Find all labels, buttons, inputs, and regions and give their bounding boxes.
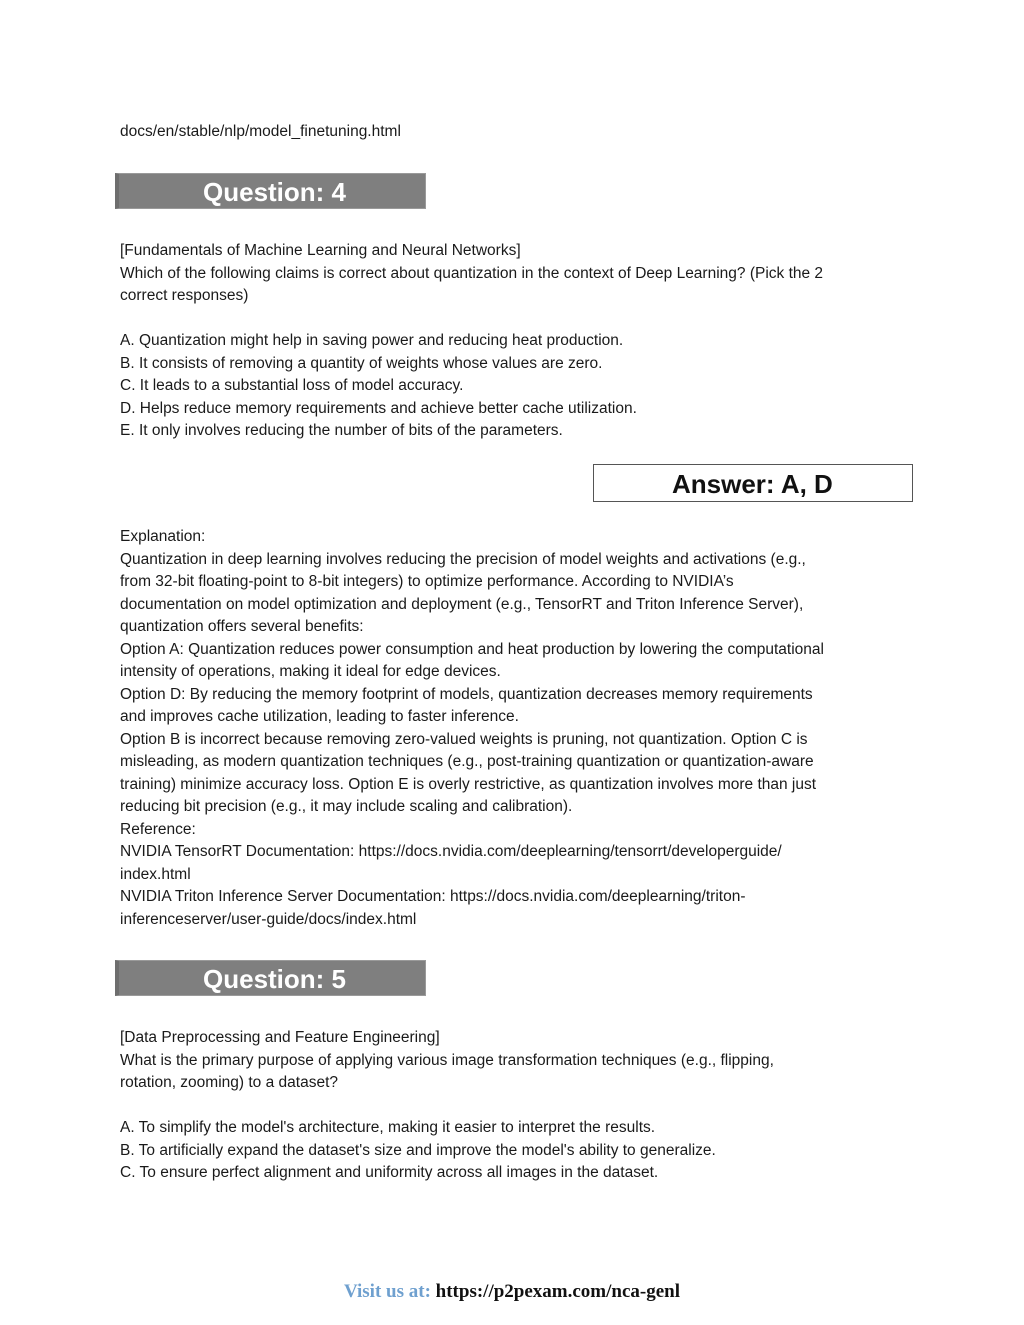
explanation-line: Option D: By reducing the memory footprint of models, quantization decreases memory requirements (120, 685, 813, 703)
explanation-line: and improves cache utilization, leading to faster inference. (120, 708, 519, 725)
explanation-line: documentation on model optimization and deployment (e.g., TensorRT and Triton Inference Server), (120, 595, 804, 613)
question-5-title: Question: 5 (203, 964, 347, 994)
answer-text: Answer: A, D (672, 469, 833, 499)
explanation-line: quantization offers several benefits: (120, 618, 364, 635)
explanation-line: intensity of operations, making it ideal for edge devices. (120, 663, 501, 680)
explanation-line: Option A: Quantization reduces power consumption and heat production by lowering the computational (120, 640, 824, 658)
footer-url-link[interactable]: https://p2pexam.com/nca-genl (435, 1281, 681, 1302)
explanation-line: reducing bit precision (e.g., it may include scaling and calibration). (120, 798, 573, 815)
footer-label: Visit us at: (343, 1281, 431, 1302)
answer-box (593, 464, 913, 502)
question-4-title: Question: 4 (203, 177, 347, 207)
explanation-block (120, 526, 824, 931)
option-a: A. To simplify the model's architecture, making it easier to interpret the results. (120, 1119, 656, 1136)
reference-link[interactable]: index.html (120, 865, 191, 883)
question-5-banner (115, 960, 426, 996)
footer (0, 1281, 1024, 1303)
question-4-banner (115, 173, 426, 209)
reference-link[interactable]: NVIDIA Triton Inference Server Documentation: https://docs.nvidia.com/deeplearning/triton- (120, 888, 746, 905)
explanation-line: from 32-bit floating-point to 8-bit integers) to optimize performance. According to NVIDIA’s (120, 573, 734, 590)
question-4-options (120, 330, 637, 443)
option-d: D. Helps reduce memory requirements and achieve better cache utilization. (120, 399, 637, 417)
reference-link[interactable]: NVIDIA TensorRT Documentation: https://docs.nvidia.com/deeplearning/tensorrt/developerguide/ (120, 843, 782, 860)
question-4-category: [Fundamentals of Machine Learning and Neural Networks] (120, 242, 521, 259)
reference-link[interactable]: inferenceserver/user-guide/docs/index.html (120, 910, 417, 928)
question-5-category: [Data Preprocessing and Feature Engineering] (120, 1029, 440, 1046)
explanation-line: misleading, as modern quantization techniques (e.g., post-training quantization or quantization-aware (120, 753, 814, 770)
option-e: E. It only involves reducing the number of bits of the parameters. (120, 422, 563, 439)
question-5-block (120, 1027, 774, 1095)
explanation-line: Explanation: (120, 528, 206, 545)
header-link-text: docs/en/stable/nlp/model_finetuning.html (120, 123, 401, 140)
option-a: A. Quantization might help in saving power and reducing heat production. (120, 332, 624, 349)
question-5-options (120, 1117, 716, 1185)
explanation-line: training) minimize accuracy loss. Option E is overly restrictive, as quantization involves more than just (120, 775, 817, 793)
question-4-block (120, 240, 823, 308)
question-5-text-line: rotation, zooming) to a dataset? (120, 1074, 338, 1091)
explanation-line: Quantization in deep learning involves reducing the precision of model weights and activations (e.g., (120, 550, 806, 568)
explanation-line: Option B is incorrect because removing zero-valued weights is pruning, not quantization. Option C is (120, 730, 808, 748)
explanation-line: Reference: (120, 820, 196, 838)
question-5-text-line: What is the primary purpose of applying various image transformation techniques (e.g., flipping, (120, 1051, 774, 1069)
option-c: C. It leads to a substantial loss of model accuracy. (120, 377, 464, 394)
option-c: C. To ensure perfect alignment and uniformity across all images in the dataset. (120, 1164, 659, 1181)
question-4-text-line: correct responses) (120, 287, 249, 304)
option-b: B. It consists of removing a quantity of weights whose values are zero. (120, 354, 603, 372)
option-b: B. To artificially expand the dataset's size and improve the model's ability to generalize. (120, 1141, 716, 1159)
question-4-text-line: Which of the following claims is correct about quantization in the context of Deep Learning? (Pick the 2 (120, 264, 824, 282)
